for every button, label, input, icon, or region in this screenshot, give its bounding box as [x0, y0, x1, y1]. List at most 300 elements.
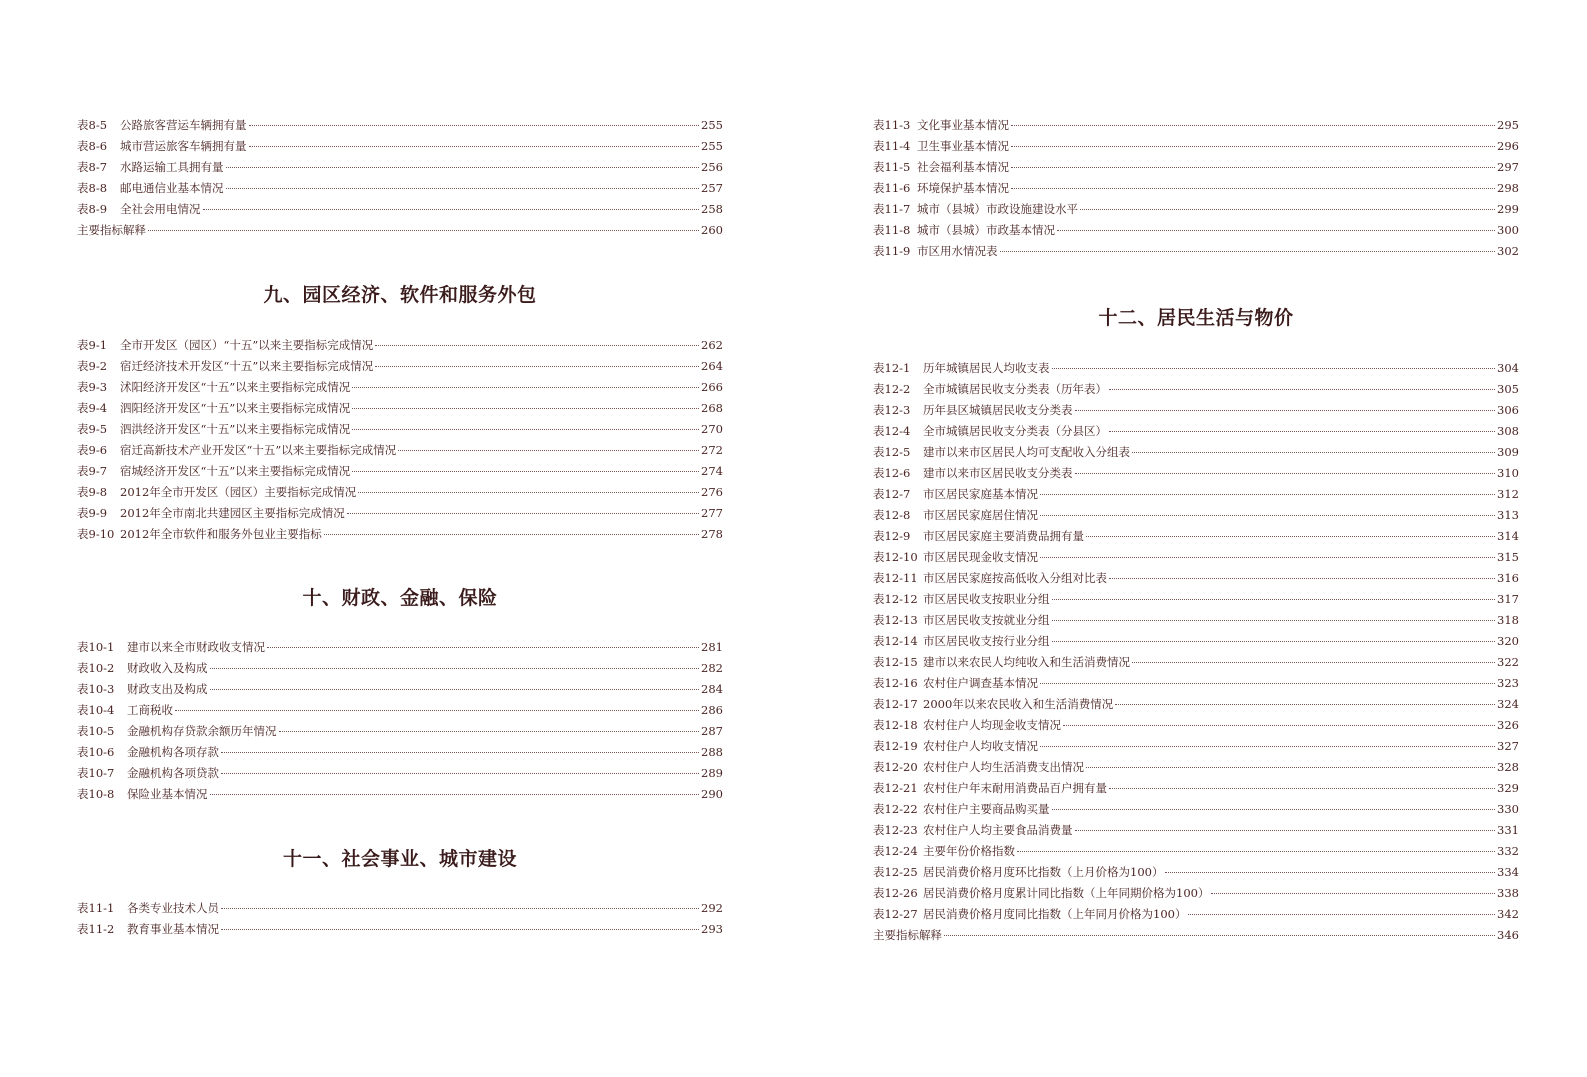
toc-title: 历年县区城镇居民收支分类表 [923, 403, 1073, 417]
dot-leader [1109, 389, 1495, 390]
toc-page-number: 318 [1497, 613, 1519, 627]
toc-table-code: 表10-5 [77, 724, 115, 738]
toc-title: 城市（县城）市政基本情况 [917, 223, 1055, 237]
toc-entry [77, 503, 723, 524]
toc-table-code: 表12-21 [873, 781, 918, 795]
toc-title: 教育事业基本情况 [127, 922, 219, 936]
dot-leader [1011, 125, 1495, 126]
toc-list-section-9 [77, 335, 723, 545]
toc-entry [77, 440, 723, 461]
toc-page-number: 293 [701, 922, 723, 936]
toc-title: 泗阳经济开发区“十五”以来主要指标完成情况 [120, 401, 351, 415]
dot-leader [221, 773, 699, 774]
toc-page-number: 309 [1497, 445, 1519, 459]
toc-table-code: 表8-5 [77, 118, 108, 132]
toc-title: 2000年以来农民收入和生活消费情况 [923, 697, 1114, 711]
toc-table-code: 表9-6 [77, 443, 108, 457]
toc-entry [77, 742, 723, 763]
toc-entry [873, 778, 1519, 799]
toc-entry [77, 356, 723, 377]
dot-leader [1211, 893, 1495, 894]
toc-table-code: 表12-1 [873, 361, 911, 375]
toc-entry [873, 736, 1519, 757]
dot-leader [1086, 536, 1495, 537]
toc-list-section-12 [873, 358, 1519, 946]
toc-page-number: 328 [1497, 760, 1519, 774]
dot-leader [221, 908, 699, 909]
dot-leader [1075, 410, 1496, 411]
toc-page-number: 302 [1497, 244, 1519, 258]
toc-title: 全社会用电情况 [120, 202, 201, 216]
toc-page-number: 296 [1497, 139, 1519, 153]
toc-title: 农村住户人均生活消费支出情况 [923, 760, 1084, 774]
toc-page-number: 324 [1497, 697, 1519, 711]
toc-table-code: 表12-3 [873, 403, 911, 417]
toc-title: 农村住户年末耐用消费品百户拥有量 [923, 781, 1107, 795]
toc-entry [873, 526, 1519, 547]
toc-table-code: 表11-9 [873, 244, 911, 258]
toc-table-code: 表11-4 [873, 139, 911, 153]
dot-leader [1080, 209, 1495, 210]
toc-page-number: 298 [1497, 181, 1519, 195]
toc-page-number: 272 [701, 443, 723, 457]
toc-entry [873, 568, 1519, 589]
toc-table-code: 表9-3 [77, 380, 108, 394]
dot-leader [944, 935, 1495, 936]
toc-title: 金融机构存贷款余额历年情况 [127, 724, 277, 738]
toc-table-code: 表12-19 [873, 739, 918, 753]
dot-leader [352, 408, 699, 409]
toc-page-number: 287 [701, 724, 723, 738]
toc-page-number: 308 [1497, 424, 1519, 438]
toc-entry [873, 241, 1519, 262]
toc-entry [873, 400, 1519, 421]
toc-title: 居民消费价格月度环比指数（上月价格为100） [923, 865, 1164, 879]
toc-title: 城市（县城）市政设施建设水平 [917, 202, 1078, 216]
toc-entry [873, 673, 1519, 694]
toc-entry [77, 919, 723, 940]
dot-leader [249, 146, 700, 147]
toc-entry [873, 547, 1519, 568]
toc-title: 金融机构各项贷款 [127, 766, 219, 780]
toc-page-number: 257 [701, 181, 723, 195]
toc-page-number: 295 [1497, 118, 1519, 132]
toc-page-number: 278 [701, 527, 723, 541]
dot-leader [148, 230, 699, 231]
toc-entry [873, 862, 1519, 883]
toc-title: 文化事业基本情况 [917, 118, 1009, 132]
toc-table-code: 表10-6 [77, 745, 115, 759]
toc-entry [77, 419, 723, 440]
dot-leader [1000, 251, 1496, 252]
dot-leader [267, 647, 699, 648]
toc-title: 财政支出及构成 [127, 682, 208, 696]
dot-leader [347, 513, 699, 514]
dot-leader [1109, 788, 1495, 789]
toc-page-number: 277 [701, 506, 723, 520]
toc-title: 农村住户人均现金收支情况 [923, 718, 1061, 732]
toc-table-code: 表12-8 [873, 508, 911, 522]
toc-entry [77, 763, 723, 784]
toc-page-number: 338 [1497, 886, 1519, 900]
toc-title: 保险业基本情况 [127, 787, 208, 801]
toc-title: 市区居民现金收支情况 [923, 550, 1038, 564]
toc-title: 全市城镇居民收支分类表（历年表） [923, 382, 1107, 396]
toc-title: 市区居民家庭按高低收入分组对比表 [923, 571, 1107, 585]
dot-leader [375, 366, 699, 367]
toc-title: 2012年全市软件和服务外包业主要指标 [120, 527, 322, 541]
dot-leader [1040, 746, 1495, 747]
toc-page-number: 314 [1497, 529, 1519, 543]
toc-entry [873, 820, 1519, 841]
toc-entry [77, 461, 723, 482]
toc-title: 主要指标解释 [873, 928, 942, 942]
dot-leader [352, 471, 699, 472]
toc-table-code: 表12-13 [873, 613, 918, 627]
toc-title: 宿城经济开发区“十五”以来主要指标完成情况 [120, 464, 351, 478]
toc-table-code: 表9-5 [77, 422, 108, 436]
toc-table-code: 表12-27 [873, 907, 918, 921]
toc-table-code: 表12-18 [873, 718, 918, 732]
toc-page-number: 305 [1497, 382, 1519, 396]
toc-table-code: 表11-5 [873, 160, 911, 174]
section-heading-11: 十一、社会事业、城市建设 [282, 848, 517, 870]
section-heading-12: 十二、居民生活与物价 [1098, 307, 1294, 329]
toc-table-code: 表9-8 [77, 485, 108, 499]
toc-entry [873, 799, 1519, 820]
dot-leader [1052, 809, 1496, 810]
toc-table-code: 表8-6 [77, 139, 108, 153]
toc-table-code: 表10-2 [77, 661, 115, 675]
toc-entry [873, 505, 1519, 526]
toc-entry-notes [77, 220, 723, 241]
toc-entry [873, 631, 1519, 652]
toc-page-number: 330 [1497, 802, 1519, 816]
toc-title: 市区用水情况表 [917, 244, 998, 258]
toc-page-number: 299 [1497, 202, 1519, 216]
toc-title: 建市以来市区居民人均可支配收入分组表 [923, 445, 1130, 459]
toc-page-number: 322 [1497, 655, 1519, 669]
dot-leader [324, 534, 699, 535]
toc-entry [77, 679, 723, 700]
toc-title: 市区居民家庭主要消费品拥有量 [923, 529, 1084, 543]
toc-title: 2012年全市南北共建园区主要指标完成情况 [120, 506, 345, 520]
toc-entry [873, 442, 1519, 463]
toc-table-code: 表12-4 [873, 424, 911, 438]
dot-leader [175, 710, 699, 711]
toc-page-number: 323 [1497, 676, 1519, 690]
right-page [873, 0, 1519, 1077]
toc-table-code: 表8-9 [77, 202, 108, 216]
toc-title: 市区居民收支按职业分组 [923, 592, 1050, 606]
toc-title: 宿迁高新技术产业开发区“十五”以来主要指标完成情况 [120, 443, 397, 457]
toc-page-number: 304 [1497, 361, 1519, 375]
toc-table-code: 表11-6 [873, 181, 911, 195]
toc-table-code: 表9-2 [77, 359, 108, 373]
toc-table-code: 表10-3 [77, 682, 115, 696]
toc-entry [873, 421, 1519, 442]
dot-leader [352, 387, 699, 388]
dot-leader [221, 752, 699, 753]
toc-page-number: 316 [1497, 571, 1519, 585]
toc-title: 市区居民收支按就业分组 [923, 613, 1050, 627]
toc-entry [77, 898, 723, 919]
toc-page-number: 329 [1497, 781, 1519, 795]
toc-page-number: 310 [1497, 466, 1519, 480]
toc-table-code: 表10-7 [77, 766, 115, 780]
dot-leader [1057, 230, 1495, 231]
toc-table-code: 表12-7 [873, 487, 911, 501]
toc-entry [77, 115, 723, 136]
dot-leader [210, 689, 700, 690]
dot-leader [1109, 431, 1495, 432]
toc-entry [873, 589, 1519, 610]
toc-page-number: 300 [1497, 223, 1519, 237]
toc-page-number: 331 [1497, 823, 1519, 837]
toc-page-number: 334 [1497, 865, 1519, 879]
toc-table-code: 表12-5 [873, 445, 911, 459]
toc-entry [77, 784, 723, 805]
toc-table-code: 表9-4 [77, 401, 108, 415]
dot-leader [1040, 515, 1495, 516]
toc-page-number: 306 [1497, 403, 1519, 417]
toc-list-section-10 [77, 637, 723, 805]
toc-page-number: 290 [701, 787, 723, 801]
toc-page-number: 258 [701, 202, 723, 216]
toc-entry [77, 157, 723, 178]
toc-table-code: 表10-1 [77, 640, 115, 654]
dot-leader [1011, 188, 1495, 189]
toc-entry [77, 700, 723, 721]
toc-page-number: 312 [1497, 487, 1519, 501]
toc-page-number: 313 [1497, 508, 1519, 522]
toc-title: 居民消费价格月度累计同比指数（上年同期价格为100） [923, 886, 1210, 900]
toc-title: 环境保护基本情况 [917, 181, 1009, 195]
toc-entry [873, 715, 1519, 736]
toc-list-section-11 [77, 898, 723, 940]
dot-leader [279, 731, 700, 732]
toc-entry [77, 178, 723, 199]
toc-title: 主要指标解释 [77, 223, 146, 237]
dot-leader [1132, 662, 1495, 663]
toc-entry [873, 883, 1519, 904]
toc-title: 泗洪经济开发区“十五”以来主要指标完成情况 [120, 422, 351, 436]
toc-title: 城市营运旅客车辆拥有量 [120, 139, 247, 153]
toc-entry [873, 358, 1519, 379]
toc-table-code: 表12-2 [873, 382, 911, 396]
toc-entry [77, 721, 723, 742]
toc-table-code: 表11-1 [77, 901, 115, 915]
dot-leader [1052, 620, 1496, 621]
dot-leader [352, 429, 699, 430]
dot-leader [210, 794, 700, 795]
toc-page-number: 282 [701, 661, 723, 675]
dot-leader [1017, 851, 1495, 852]
toc-table-code: 表10-4 [77, 703, 115, 717]
dot-leader [1109, 578, 1495, 579]
toc-entry [873, 157, 1519, 178]
toc-table-code: 表8-8 [77, 181, 108, 195]
toc-table-code: 表12-15 [873, 655, 918, 669]
toc-page-number: 266 [701, 380, 723, 394]
toc-title: 金融机构各项存款 [127, 745, 219, 759]
toc-page-number: 326 [1497, 718, 1519, 732]
toc-table-code: 表11-2 [77, 922, 115, 936]
toc-title: 农村住户主要商品购买量 [923, 802, 1050, 816]
toc-page-number: 264 [701, 359, 723, 373]
toc-table-code: 表11-7 [873, 202, 911, 216]
toc-title: 全市开发区（园区）“十五”以来主要指标完成情况 [120, 338, 374, 352]
toc-table-code: 表10-8 [77, 787, 115, 801]
toc-table-code: 表12-17 [873, 697, 918, 711]
dot-leader [1188, 914, 1495, 915]
toc-title: 水路运输工具拥有量 [120, 160, 224, 174]
toc-table-code: 表12-16 [873, 676, 918, 690]
toc-page-number: 262 [701, 338, 723, 352]
toc-entry [77, 136, 723, 157]
dot-leader [1040, 683, 1495, 684]
toc-page-number: 255 [701, 139, 723, 153]
section-heading-9: 九、园区经济、软件和服务外包 [263, 284, 537, 306]
toc-entry [873, 136, 1519, 157]
toc-entry [77, 398, 723, 419]
dot-leader [1115, 704, 1495, 705]
toc-entry [873, 652, 1519, 673]
toc-title: 农村住户人均收支情况 [923, 739, 1038, 753]
dot-leader [1086, 767, 1495, 768]
toc-table-code: 表12-22 [873, 802, 918, 816]
toc-entry [77, 199, 723, 220]
toc-title: 财政收入及构成 [127, 661, 208, 675]
toc-page-number: 292 [701, 901, 723, 915]
toc-title: 社会福利基本情况 [917, 160, 1009, 174]
dot-leader [226, 188, 700, 189]
toc-entry [77, 658, 723, 679]
toc-title: 市区居民家庭基本情况 [923, 487, 1038, 501]
toc-title: 农村住户人均主要食品消费量 [923, 823, 1073, 837]
dot-leader [226, 167, 700, 168]
toc-entry [77, 637, 723, 658]
toc-entry [873, 178, 1519, 199]
dot-leader [1063, 725, 1495, 726]
toc-entry [77, 377, 723, 398]
toc-entry-notes [873, 925, 1519, 946]
toc-table-code: 表12-20 [873, 760, 918, 774]
toc-table-code: 表12-12 [873, 592, 918, 606]
toc-table-code: 表12-6 [873, 466, 911, 480]
toc-page-number: 286 [701, 703, 723, 717]
toc-entry [873, 904, 1519, 925]
dot-leader [1075, 473, 1496, 474]
toc-title: 宿迁经济技术开发区“十五”以来主要指标完成情况 [120, 359, 374, 373]
toc-title: 各类专业技术人员 [127, 901, 219, 915]
dot-leader [203, 209, 700, 210]
toc-page-number: 255 [701, 118, 723, 132]
toc-table-code: 表9-9 [77, 506, 108, 520]
toc-page-number: 281 [701, 640, 723, 654]
toc-title: 建市以来全市财政收支情况 [127, 640, 265, 654]
toc-page-number: 268 [701, 401, 723, 415]
toc-title: 邮电通信业基本情况 [120, 181, 224, 195]
toc-table-code: 表9-1 [77, 338, 108, 352]
toc-entry [873, 115, 1519, 136]
toc-table-code: 表12-11 [873, 571, 918, 585]
dot-leader [1052, 599, 1496, 600]
toc-title: 主要年份价格指数 [923, 844, 1015, 858]
dot-leader [1040, 557, 1495, 558]
section-heading-10: 十、财政、金融、保险 [302, 587, 498, 609]
toc-page-number: 297 [1497, 160, 1519, 174]
dot-leader [358, 492, 699, 493]
toc-page-number: 276 [701, 485, 723, 499]
toc-entry [77, 524, 723, 545]
toc-page-number: 315 [1497, 550, 1519, 564]
toc-entry [873, 841, 1519, 862]
toc-table-code: 表9-7 [77, 464, 108, 478]
toc-table-code: 表11-3 [873, 118, 911, 132]
toc-title: 农村住户调查基本情况 [923, 676, 1038, 690]
toc-entry [873, 463, 1519, 484]
toc-table-code: 表12-14 [873, 634, 918, 648]
toc-page-number: 320 [1497, 634, 1519, 648]
toc-list-section-8 [77, 115, 723, 241]
toc-title: 工商税收 [127, 703, 173, 717]
toc-page-number: 342 [1497, 907, 1519, 921]
dot-leader [210, 668, 700, 669]
dot-leader [1040, 494, 1495, 495]
toc-table-code: 表12-10 [873, 550, 918, 564]
toc-title: 公路旅客营运车辆拥有量 [120, 118, 247, 132]
dot-leader [375, 345, 699, 346]
toc-table-code: 表12-25 [873, 865, 918, 879]
toc-page-number: 288 [701, 745, 723, 759]
toc-entry [77, 482, 723, 503]
dot-leader [1011, 146, 1495, 147]
toc-page-number: 284 [701, 682, 723, 696]
dot-leader [398, 450, 699, 451]
toc-entry [873, 379, 1519, 400]
toc-title: 2012年全市开发区（园区）主要指标完成情况 [120, 485, 357, 499]
toc-title: 建市以来农民人均纯收入和生活消费情况 [923, 655, 1130, 669]
toc-table-code: 表12-26 [873, 886, 918, 900]
dot-leader [1052, 641, 1496, 642]
toc-table-code: 表12-23 [873, 823, 918, 837]
toc-page-number: 289 [701, 766, 723, 780]
toc-table-code: 表12-24 [873, 844, 918, 858]
toc-page-number: 327 [1497, 739, 1519, 753]
toc-table-code: 表9-10 [77, 527, 115, 541]
toc-title: 市区居民家庭居住情况 [923, 508, 1038, 522]
toc-page-number: 317 [1497, 592, 1519, 606]
toc-title: 建市以来市区居民收支分类表 [923, 466, 1073, 480]
toc-title: 沭阳经济开发区“十五”以来主要指标完成情况 [120, 380, 351, 394]
toc-title: 卫生事业基本情况 [917, 139, 1009, 153]
toc-page-number: 256 [701, 160, 723, 174]
toc-title: 居民消费价格月度同比指数（上年同月价格为100） [923, 907, 1187, 921]
dot-leader [1132, 452, 1495, 453]
toc-title: 全市城镇居民收支分类表（分县区） [923, 424, 1107, 438]
dot-leader [1165, 872, 1495, 873]
toc-title: 市区居民收支按行业分组 [923, 634, 1050, 648]
toc-page-number: 270 [701, 422, 723, 436]
toc-page-number: 260 [701, 223, 723, 237]
dot-leader [1011, 167, 1495, 168]
toc-entry [873, 757, 1519, 778]
toc-entry [873, 610, 1519, 631]
toc-entry [873, 220, 1519, 241]
toc-table-code: 表8-7 [77, 160, 108, 174]
dot-leader [249, 125, 700, 126]
